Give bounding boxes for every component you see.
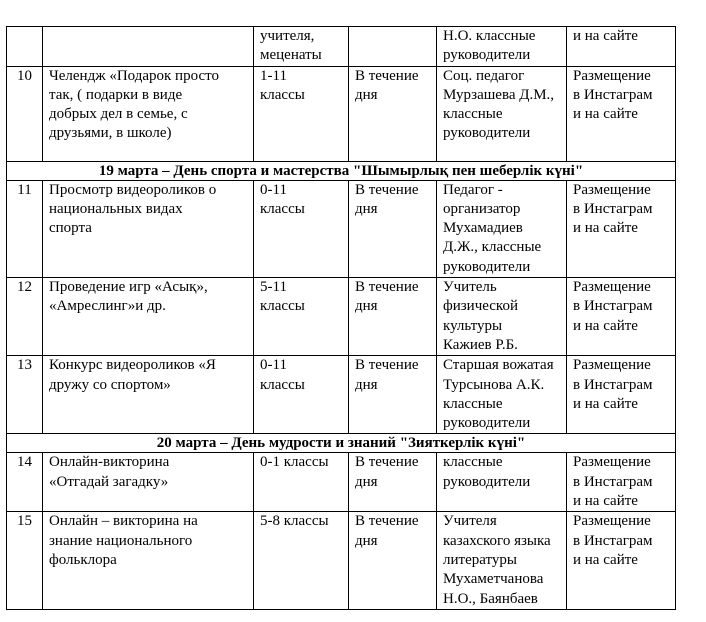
participants-cell: 1-11 классы	[254, 66, 349, 161]
responsible-cell: Соц. педагог Мурзашева Д.М., классные руководители	[437, 66, 567, 161]
event-cell: Просмотр видеороликов о национальных видах спорта	[43, 180, 254, 277]
row-number: 15	[7, 512, 43, 609]
section-title: 19 марта – День спорта и мастерства "Шымырлық пен шеберлік күні"	[7, 161, 676, 180]
publication-cell: Размещение в Инстаграм и на сайте	[567, 278, 676, 356]
row-number: 13	[7, 356, 43, 434]
row-number: 11	[7, 180, 43, 277]
section-title: 20 марта – День мудрости и знаний "Зияткерлік күні"	[7, 434, 676, 453]
table-row	[7, 180, 676, 277]
time-cell: В течение дня	[349, 356, 437, 434]
participants-cell: 0-1 классы	[254, 453, 349, 512]
time-cell: В течение дня	[349, 66, 437, 161]
publication-cell: Размещение в Инстаграм и на сайте	[567, 356, 676, 434]
table-row	[7, 66, 676, 161]
responsible-cell: Старшая вожатая Турсынова А.К. классные руководители	[437, 356, 567, 434]
section-header-row	[7, 161, 676, 180]
publication-cell: Размещение в Инстаграм и на сайте	[567, 453, 676, 512]
time-cell: В течение дня	[349, 180, 437, 277]
event-cell: Онлайн-викторина «Отгадай загадку»	[43, 453, 254, 512]
time-cell	[349, 27, 437, 67]
table-row	[7, 356, 676, 434]
time-cell: В течение дня	[349, 278, 437, 356]
responsible-cell: Учитель физической культуры Кажиев Р.Б.	[437, 278, 567, 356]
table-row	[7, 512, 676, 609]
event-plan-table	[6, 26, 676, 610]
participants-cell: учителя, меценаты	[254, 27, 349, 67]
time-cell: В течение дня	[349, 453, 437, 512]
responsible-cell: Педагог - организатор Мухамадиев Д.Ж., классные руководители	[437, 180, 567, 277]
publication-cell: Размещение в Инстаграм и на сайте	[567, 512, 676, 609]
participants-cell: 0-11 классы	[254, 180, 349, 277]
responsible-cell: Н.О. классные руководители	[437, 27, 567, 67]
table-row	[7, 453, 676, 512]
section-header-row	[7, 434, 676, 453]
event-cell: Проведение игр «Асық», «Амреслинг»и др.	[43, 278, 254, 356]
event-cell: Конкурс видеороликов «Я дружу со спортом»	[43, 356, 254, 434]
event-cell: Челендж «Подарок просто так, ( подарки в виде добрых дел в семье, с друзьями, в школе)	[43, 66, 254, 161]
participants-cell: 5-11 классы	[254, 278, 349, 356]
event-cell	[43, 27, 254, 67]
publication-cell: и на сайте	[567, 27, 676, 67]
row-number: 10	[7, 66, 43, 161]
responsible-cell: классные руководители	[437, 453, 567, 512]
participants-cell: 5-8 классы	[254, 512, 349, 609]
time-cell: В течение дня	[349, 512, 437, 609]
participants-cell: 0-11 классы	[254, 356, 349, 434]
event-cell: Онлайн – викторина на знание национального фольклора	[43, 512, 254, 609]
publication-cell: Размещение в Инстаграм и на сайте	[567, 180, 676, 277]
responsible-cell: Учителя казахского языка литературы Мухаметчанова Н.О., Баянбаев	[437, 512, 567, 609]
row-number: 14	[7, 453, 43, 512]
table-row-continuation	[7, 27, 676, 67]
table-row	[7, 278, 676, 356]
publication-cell: Размещение в Инстаграм и на сайте	[567, 66, 676, 161]
row-number	[7, 27, 43, 67]
row-number: 12	[7, 278, 43, 356]
